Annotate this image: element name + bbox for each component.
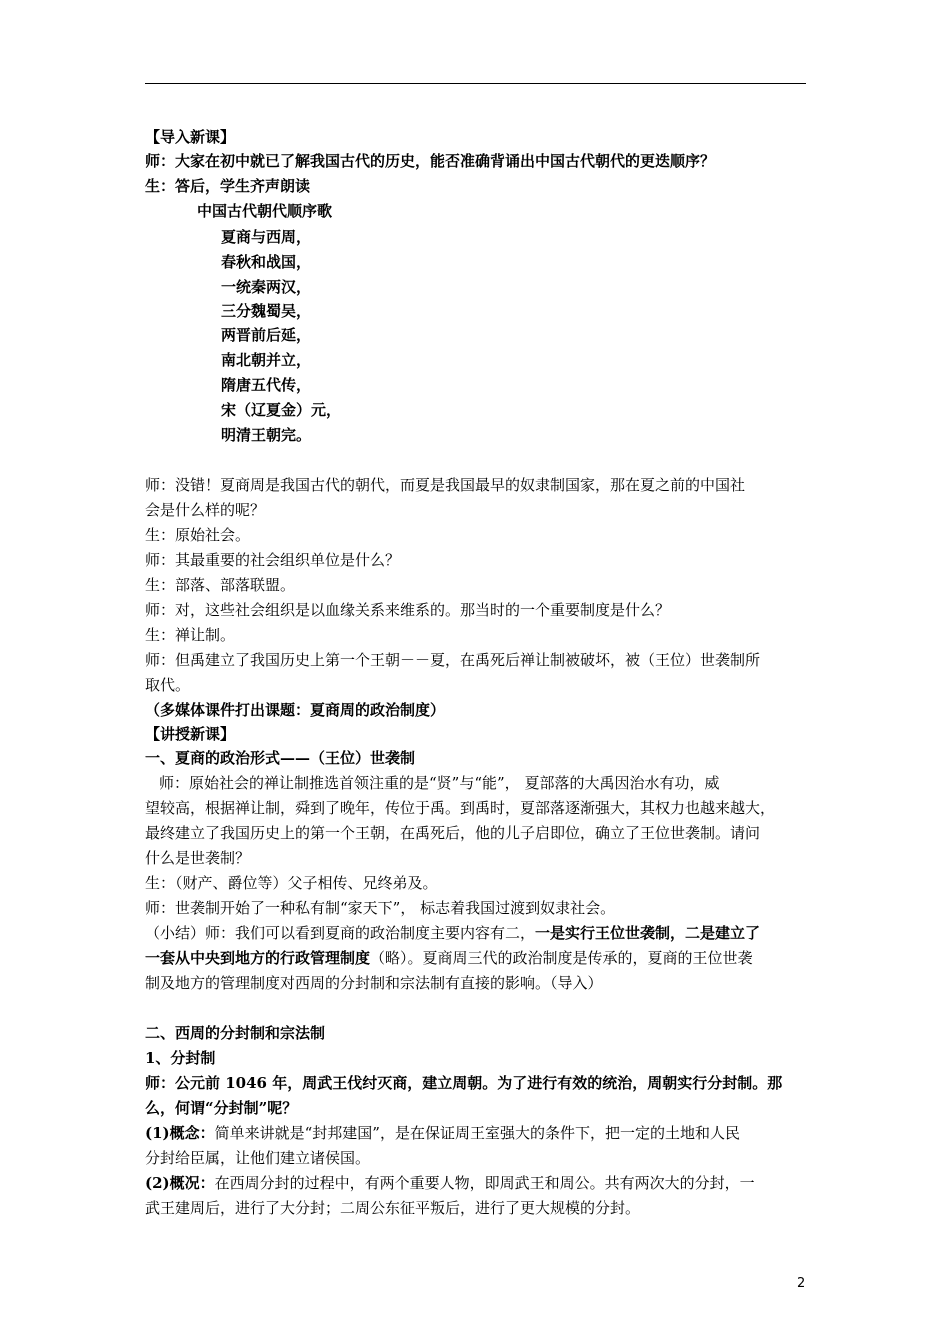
concept-label: (1)概念： [145,1124,215,1142]
summary-line: 制及地方的管理制度对西周的分封制和宗法制有直接的影响。（导入） [145,974,603,992]
lecture-heading: 【讲授新课】 [145,725,236,743]
section2-question: 么，何谓“分封制”呢？ [145,1099,298,1117]
concept-text: 简单来讲就是“封邦建国”，是在保证周王室强大的条件下，把一定的土地和人民 [214,1124,740,1142]
subsection-title: 1、分封制 [145,1049,216,1067]
header-rule [145,83,806,84]
overview-text: 在西周分封的过程中，有两个重要人物，即周武王和周公。共有两次大的分封，一 [214,1174,755,1192]
section2-title: 二、西周的分封制和宗法制 [145,1024,326,1042]
summary-emphasis: 一是实行王位世袭制，二是建立了 [535,924,761,942]
song-line: 夏商与西周， [221,228,312,246]
dialogue-line: 生：部落、部落联盟。 [145,576,296,594]
overview-label: (2)概况： [145,1174,215,1192]
dialogue-line: 师：对，这些社会组织是以血缘关系来维系的。那当时的一个重要制度是什么？ [145,601,671,619]
song-line: 宋（辽夏金）元， [221,401,342,419]
section1-line: 师：原始社会的禅让制推选首领注重的是“贤”与“能”， 夏部落的大禹因治水有功，威 [159,774,720,792]
section1-line: 师：世袭制开始了一种私有制“家天下”， 标志着我国过渡到奴隶社会。 [145,899,616,917]
intro-heading: 【导入新课】 [145,128,236,146]
dialogue-line: 师：没错！夏商周是我国古代的朝代，而夏是我国最早的奴隶制国家，那在夏之前的中国社 [145,476,746,494]
section1-title: 一、夏商的政治形式——（王位）世袭制 [145,749,416,767]
summary-emphasis: 一套从中央到地方的行政管理制度 [145,949,371,967]
summary-prefix: （小结）师：我们可以看到夏商的政治制度主要内容有二， [145,924,536,942]
section1-line: 生：（财产、爵位等）父子相传、兄终弟及。 [145,874,438,892]
song-title: 中国古代朝代顺序歌 [197,202,333,220]
dialogue-line: 生：原始社会。 [145,526,251,544]
dialogue-line: 师：其最重要的社会组织单位是什么？ [145,551,401,569]
page-number: 2 [797,1276,806,1291]
section2-question: 师：公元前 1046 年，周武王伐纣灭商，建立周朝。为了进行有效的统治，周朝实行分封制。那 [145,1074,783,1092]
song-line: 一统秦两汉， [221,278,312,296]
dialogue-line: 取代。 [145,676,191,694]
teacher-question: 师：大家在初中就已了解我国古代的历史，能否准确背诵出中国古代朝代的更迭顺序？ [145,152,716,170]
student-answer: 生：答后，学生齐声朗读 [145,177,311,195]
song-line: 明清王朝完。 [221,426,312,444]
summary-line [145,922,760,944]
song-line: 两晋前后延， [221,326,312,344]
section1-line: 最终建立了我国历史上的第一个王朝，在禹死后，他的儿子启即位，确立了王位世袭制。请问 [145,824,761,842]
song-line: 南北朝并立， [221,351,312,369]
topic-line: （多媒体课件打出课题：夏商周的政治制度） [145,701,446,719]
summary-line [145,947,753,969]
dialogue-line: 会是什么样的呢？ [145,501,266,519]
song-line: 春秋和战国， [221,253,312,271]
dialogue-line: 生：禅让制。 [145,626,236,644]
summary-rest: （略）。夏商周三代的政治制度是传承的，夏商的王位世袭 [370,949,753,967]
overview-line: 武王建周后，进行了大分封；二周公东征平叛后，进行了更大规模的分封。 [145,1199,641,1217]
song-line: 隋唐五代传， [221,376,312,394]
dialogue-line: 师：但禹建立了我国历史上第一个王朝－－夏，在禹死后禅让制被破坏，被（王位）世袭制所 [145,651,761,669]
overview-line [145,1172,755,1194]
concept-line [145,1122,740,1144]
concept-line: 分封给臣属，让他们建立诸侯国。 [145,1149,371,1167]
section1-line: 望较高，根据禅让制，舜到了晚年，传位于禹。到禹时，夏部落逐渐强大，其权力也越来越大， [145,799,776,817]
song-line: 三分魏蜀吴， [221,302,312,320]
section1-line: 什么是世袭制？ [145,849,251,867]
